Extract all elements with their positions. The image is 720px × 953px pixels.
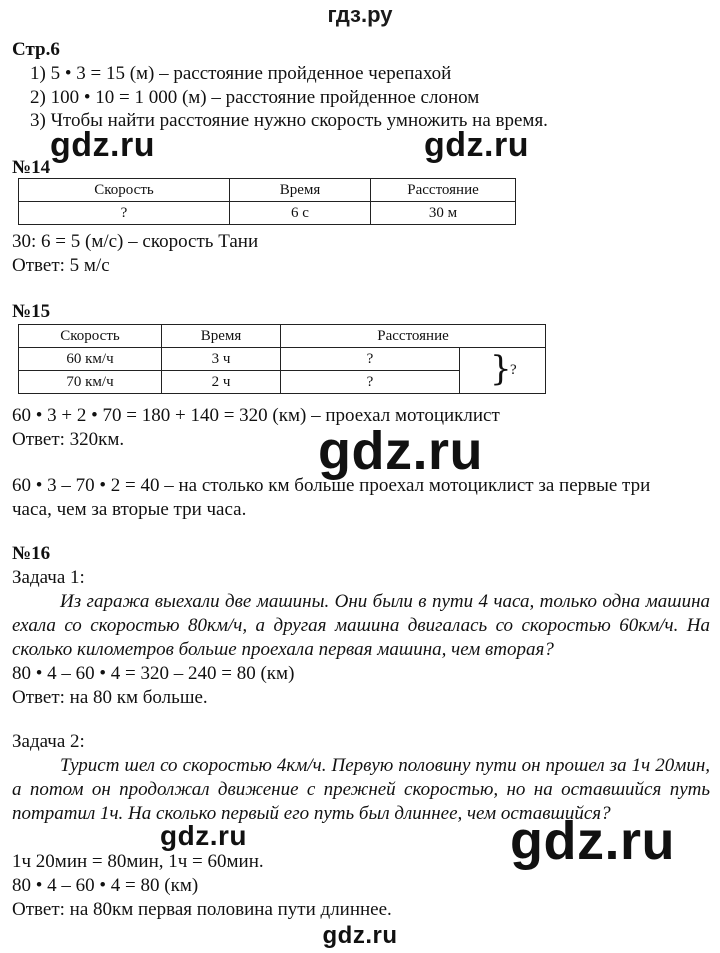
site-title: гдз.ру (327, 2, 393, 27)
watermark-small-left: gdz.ru (50, 126, 155, 164)
task15-solution2-line1: 60 • 3 – 70 • 2 = 40 – на столько км больше проехал мотоциклист за первые три (12, 475, 651, 496)
watermark-large-middle: gdz.ru (318, 421, 483, 481)
task15-row1-distance: ? (281, 348, 460, 371)
task16-problem2-conversion: 1ч 20мин = 80мин, 1ч = 60мин. (12, 851, 264, 872)
task16-problem1-solution: 80 • 4 – 60 • 4 = 320 – 240 = 80 (км) (12, 663, 295, 684)
task14-answer: Ответ: 5 м/с (12, 255, 110, 276)
watermark-small-lower: gdz.ru (160, 820, 247, 851)
task16-title: №16 (12, 543, 51, 564)
task16-problem2-label: Задача 2: (12, 731, 85, 752)
task14-title: №14 (12, 157, 51, 178)
watermark-small-right: gdz.ru (424, 126, 529, 164)
task14-cell-time: 6 с (230, 202, 371, 225)
task15-table (18, 324, 546, 394)
watermark-large-lower: gdz.ru (510, 811, 675, 871)
page6-line-1: 1) 5 • 3 = 15 (м) – расстояние пройденное черепахой (30, 63, 452, 84)
task14-table (18, 178, 516, 225)
task16-problem1-text: Из гаража выехали две машины. Они были в пути 4 часа, только одна машина ехала со скоростью 80км/ч, а другая машина двигалась со скоростью 60км/ч. На сколько километров больше проехала первая машина, чем вторая? (12, 591, 710, 660)
task15-brace-label: ? (510, 362, 517, 378)
table-header-row (19, 325, 546, 348)
task15-row2-distance: ? (281, 371, 460, 394)
task14-cell-distance: 30 м (371, 202, 516, 225)
page6-line-3: 3) Чтобы найти расстояние нужно скорость умножить на время. (30, 110, 548, 131)
task15-header-time: Время (162, 325, 281, 348)
task16-problem2-text: Турист шел со скоростью 4км/ч. Первую половину пути он прошел за 1ч 20мин, а потом он продолжал движение с прежней скоростью, но на оставшийся путь потратил 1ч. На сколько первый его путь был длиннее, чем оставшийся? (12, 755, 710, 824)
task14-solution: 30: 6 = 5 (м/с) – скорость Тани (12, 231, 259, 252)
task15-row1-time: 3 ч (162, 348, 281, 371)
task15-solution1: 60 • 3 + 2 • 70 = 180 + 140 = 320 (км) – проехал мотоциклист (12, 405, 500, 426)
task14-header-speed: Скорость (19, 179, 230, 202)
table-row (19, 348, 546, 371)
task15-row1-speed: 60 км/ч (19, 348, 162, 371)
task15-title: №15 (12, 301, 51, 322)
table-row (19, 202, 516, 225)
page-label: Стр.6 (12, 39, 60, 60)
task16-problem2-solution: 80 • 4 – 60 • 4 = 80 (км) (12, 875, 199, 896)
task16-problem1-label: Задача 1: (12, 567, 85, 588)
watermark-footer: gdz.ru (322, 922, 398, 949)
task15-brace: } (490, 349, 512, 389)
task16-problem2-answer: Ответ: на 80км первая половина пути длиннее. (12, 899, 392, 920)
table-header-row (19, 179, 516, 202)
task14-header-distance: Расстояние (371, 179, 516, 202)
task15-header-speed: Скорость (19, 325, 162, 348)
task16-problem1-answer: Ответ: на 80 км больше. (12, 687, 208, 708)
task15-row2-time: 2 ч (162, 371, 281, 394)
task15-solution2-line2: часа, чем за вторые три часа. (12, 499, 247, 520)
task15-header-distance: Расстояние (281, 325, 546, 348)
page6-line-2: 2) 100 • 10 = 1 000 (м) – расстояние пройденное слоном (30, 87, 480, 108)
task14-cell-speed: ? (19, 202, 230, 225)
task15-row2-speed: 70 км/ч (19, 371, 162, 394)
task14-header-time: Время (230, 179, 371, 202)
task15-answer1: Ответ: 320км. (12, 429, 125, 450)
